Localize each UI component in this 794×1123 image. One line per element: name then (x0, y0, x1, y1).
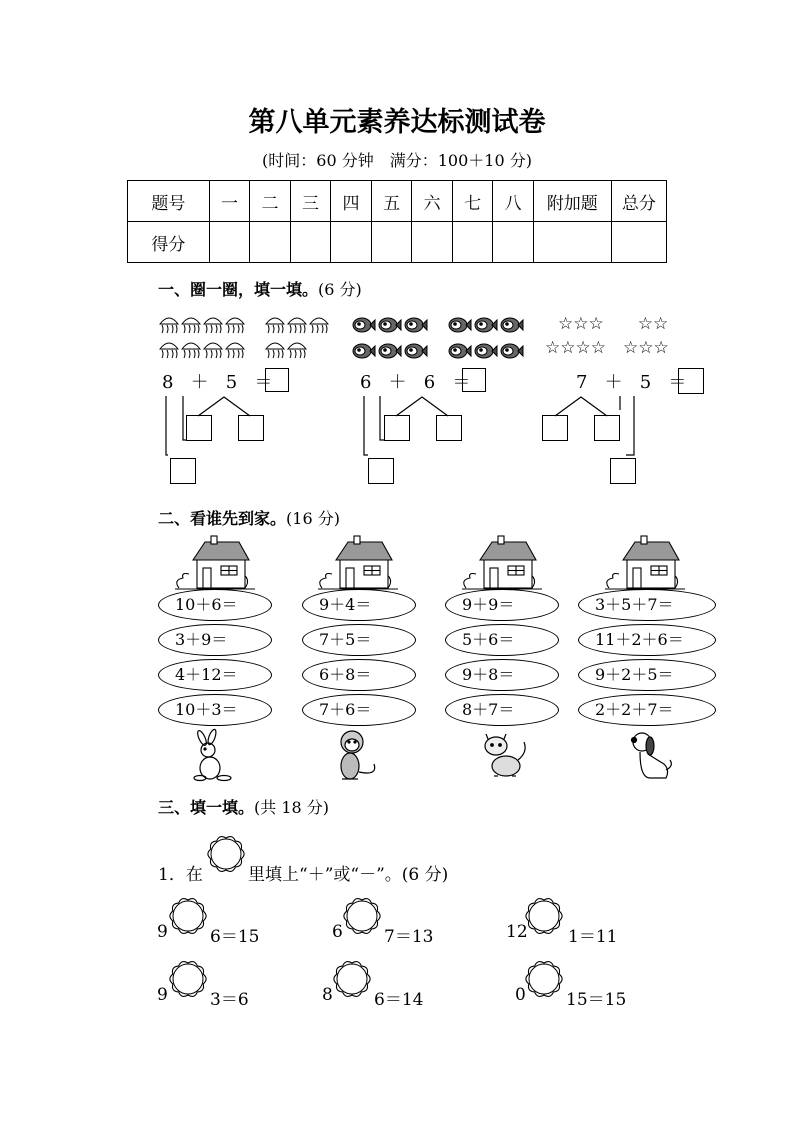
item-right-expression: 15＝15 (566, 990, 627, 1010)
split-box[interactable] (186, 415, 212, 441)
addend: 6 (423, 372, 436, 393)
q1-instruction: 里填上“＋”或“－”。(6 分) (248, 865, 449, 885)
section1-title: 一、圈一圈，填一填。 (158, 280, 319, 299)
house-icon (318, 536, 398, 589)
item-right-expression: 7＝13 (384, 927, 434, 947)
equals-sign: ＝ (254, 372, 273, 393)
item-left-number: 8 (322, 985, 333, 1005)
item-left-number: 0 (515, 985, 526, 1005)
table-cell: 五 (371, 181, 412, 222)
result-box[interactable] (170, 458, 196, 484)
house-icon (605, 536, 685, 589)
section3-title: 三、填一填。 (158, 798, 255, 817)
item-right-expression: 6＝15 (210, 927, 260, 947)
result-box[interactable] (610, 458, 636, 484)
math-ellipse: 7＋6＝ (302, 694, 416, 726)
equals-sign: ＝ (452, 372, 471, 393)
dog-icon (626, 730, 676, 782)
equals-sign: ＝ (668, 372, 687, 393)
table-cell: 四 (331, 181, 372, 222)
math-ellipse: 11＋2＋6＝ (578, 624, 716, 656)
math-ellipse: 5＋6＝ (445, 624, 559, 656)
page-subtitle: (时间：60 分钟 满分：100＋10 分) (262, 151, 532, 170)
table-cell: 题号 (128, 181, 210, 222)
rabbit-icon (190, 730, 236, 782)
table-cell: 二 (250, 181, 291, 222)
addend: 6 (360, 372, 372, 393)
star-row: ☆☆☆☆ ☆☆☆ (545, 338, 669, 358)
monkey-icon (334, 728, 380, 782)
split-box[interactable] (238, 415, 264, 441)
item-right-expression: 1＝11 (568, 927, 618, 947)
flower-answer-circle[interactable] (524, 896, 564, 936)
operator: ＋ (604, 372, 623, 393)
math-ellipse: 3＋5＋7＝ (578, 589, 716, 621)
section2-heading (158, 506, 340, 529)
house-icon (462, 536, 542, 589)
math-ellipse: 9＋8＝ (445, 659, 559, 691)
flower-circle-icon (206, 834, 246, 874)
section3-heading (158, 795, 329, 818)
addend: 5 (639, 372, 652, 393)
math-ellipse: 8＋7＝ (445, 694, 559, 726)
item-right-expression: 3＝6 (210, 990, 249, 1010)
math-ellipse: 10＋3＝ (158, 694, 272, 726)
cat-icon (480, 730, 530, 782)
split-box[interactable] (542, 415, 568, 441)
house-icons (0, 536, 794, 592)
section2-points: (16 分) (286, 509, 340, 528)
addend: 7 (576, 372, 588, 393)
flower-answer-circle[interactable] (332, 959, 372, 999)
flower-answer-circle[interactable] (342, 896, 382, 936)
math-ellipse: 4＋12＝ (158, 659, 272, 691)
math-ellipse: 9＋4＝ (302, 589, 416, 621)
item-left-number: 9 (157, 922, 168, 942)
section1-points: (6 分) (318, 280, 362, 299)
math-ellipse: 9＋9＝ (445, 589, 559, 621)
section3-points: (共 18 分) (254, 798, 330, 817)
split-box[interactable] (384, 415, 410, 441)
section2-title: 二、看谁先到家。 (158, 509, 287, 528)
addend: 5 (225, 372, 238, 393)
table-cell: 三 (290, 181, 331, 222)
math-ellipse: 10＋6＝ (158, 589, 272, 621)
result-box[interactable] (368, 458, 394, 484)
math-ellipse: 9＋2＋5＝ (578, 659, 716, 691)
operator: ＋ (190, 372, 209, 393)
flower-answer-circle[interactable] (168, 959, 208, 999)
math-ellipse: 3＋9＝ (158, 624, 272, 656)
flower-answer-circle[interactable] (524, 959, 564, 999)
split-box[interactable] (594, 415, 620, 441)
house-icon (175, 536, 255, 589)
page-title: 第八单元素养达标测试卷 (248, 107, 546, 138)
addend: 8 (162, 372, 174, 393)
item-left-number: 12 (506, 922, 528, 942)
table-cell: 七 (452, 181, 493, 222)
split-box[interactable] (436, 415, 462, 441)
table-cell: 得分 (128, 222, 210, 263)
table-cell: 八 (493, 181, 534, 222)
item-left-number: 6 (332, 922, 343, 942)
math-ellipse: 2＋2＋7＝ (578, 694, 716, 726)
table-cell: 六 (412, 181, 453, 222)
math-ellipse: 7＋5＝ (302, 624, 416, 656)
table-cell: 附加题 (533, 181, 611, 222)
table-cell: 总分 (611, 181, 666, 222)
q1-prefix: 1．在 (158, 865, 203, 885)
table-cell: 一 (209, 181, 250, 222)
operator: ＋ (388, 372, 407, 393)
item-left-number: 9 (157, 985, 168, 1005)
flower-answer-circle[interactable] (168, 896, 208, 936)
item-right-expression: 6＝14 (374, 990, 424, 1010)
math-ellipse: 6＋8＝ (302, 659, 416, 691)
star-row: ☆☆☆ ☆☆ (558, 314, 669, 334)
